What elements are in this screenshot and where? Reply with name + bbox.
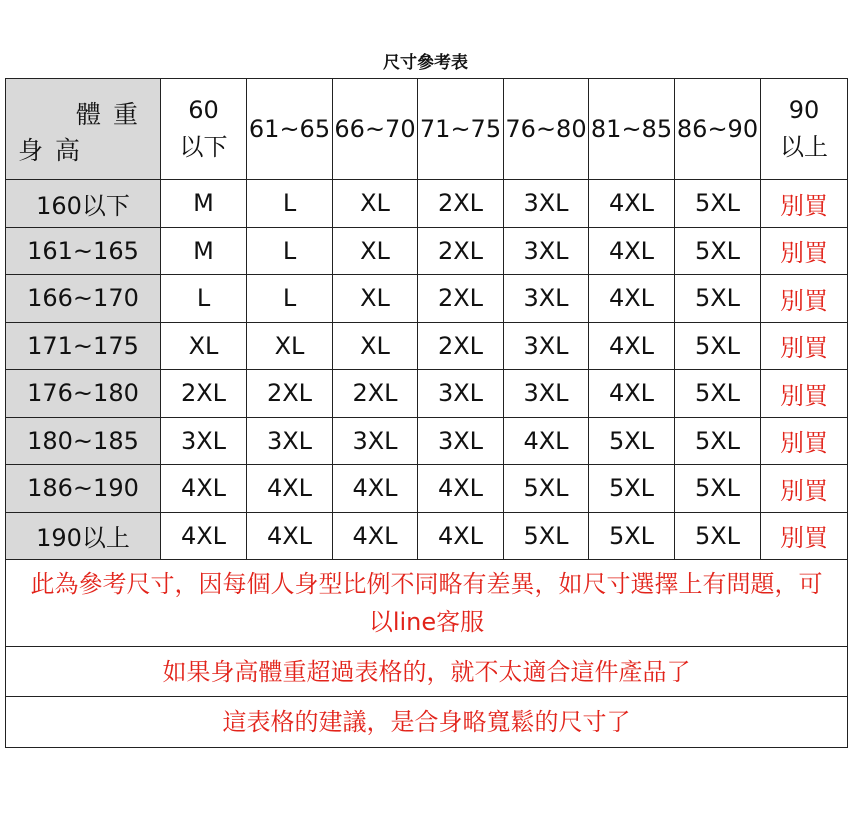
size-cell: 5XL: [675, 322, 761, 370]
do-not-buy-cell: 別買: [761, 275, 848, 323]
size-cell: L: [247, 227, 333, 275]
weight-range-label: 71~75: [419, 114, 502, 143]
size-cell: 3XL: [504, 370, 589, 418]
table-row: [6, 417, 848, 465]
size-cell: L: [161, 275, 247, 323]
weight-column-header: [675, 79, 761, 180]
size-cell: 5XL: [589, 417, 675, 465]
note-row: [6, 647, 848, 697]
size-cell: M: [161, 180, 247, 228]
size-cell: 4XL: [418, 465, 504, 513]
height-axis-label: 身高: [18, 136, 93, 165]
size-cell: 3XL: [504, 227, 589, 275]
size-cell: XL: [333, 227, 418, 275]
weight-column-header: [333, 79, 418, 180]
size-cell: 5XL: [675, 227, 761, 275]
weight-column-header: [504, 79, 589, 180]
size-cell: 5XL: [675, 180, 761, 228]
size-cell: 4XL: [418, 512, 504, 560]
height-range-cell: 176~180: [6, 370, 161, 418]
note-text: 此為參考尺寸，因每個人身型比例不同略有差異，如尺寸選擇上有問題，可以line客服: [6, 560, 848, 647]
weight-column-header: [161, 79, 247, 180]
size-cell: 4XL: [589, 275, 675, 323]
size-cell: 4XL: [589, 370, 675, 418]
table-row: [6, 180, 848, 228]
size-cell: 3XL: [247, 417, 333, 465]
weight-range-label: 90: [788, 96, 820, 124]
size-cell: 5XL: [589, 512, 675, 560]
size-cell: 2XL: [418, 180, 504, 228]
page-title: 尺寸參考表: [383, 53, 468, 73]
size-cell: 5XL: [675, 465, 761, 513]
size-cell: 3XL: [418, 370, 504, 418]
size-cell: 5XL: [589, 465, 675, 513]
weight-range-suffix: 以下: [179, 133, 228, 161]
table-row: [6, 370, 848, 418]
size-cell: 2XL: [161, 370, 247, 418]
do-not-buy-cell: 別買: [761, 180, 848, 228]
weight-range-label: 61~65: [248, 114, 331, 143]
table-row: [6, 275, 848, 323]
weight-range-label: 60: [188, 96, 219, 124]
size-chart-table: [5, 78, 848, 748]
table-row: [6, 465, 848, 513]
size-cell: M: [161, 227, 247, 275]
height-range-cell: 190以上: [6, 512, 161, 560]
weight-range-label: 81~85: [590, 114, 673, 143]
table-row: [6, 322, 848, 370]
height-range-cell: 171~175: [6, 322, 161, 370]
weight-range-label: 76~80: [505, 114, 587, 143]
size-cell: 2XL: [418, 275, 504, 323]
do-not-buy-cell: 別買: [761, 512, 848, 560]
size-cell: XL: [247, 322, 333, 370]
size-cell: 4XL: [589, 322, 675, 370]
height-range-cell: 166~170: [6, 275, 161, 323]
size-cell: 3XL: [504, 275, 589, 323]
note-text: 如果身高體重超過表格的，就不太適合這件產品了: [6, 647, 848, 697]
size-cell: 5XL: [675, 370, 761, 418]
note-row: [6, 560, 848, 647]
size-cell: 5XL: [504, 465, 589, 513]
size-cell: 3XL: [504, 180, 589, 228]
size-cell: 2XL: [418, 322, 504, 370]
weight-range-label: 86~90: [676, 114, 759, 143]
size-cell: 2XL: [333, 370, 418, 418]
do-not-buy-cell: 別買: [761, 227, 848, 275]
height-range-cell: 161~165: [6, 227, 161, 275]
size-cell: 4XL: [504, 417, 589, 465]
weight-column-header: [247, 79, 333, 180]
size-cell: XL: [333, 322, 418, 370]
size-cell: 5XL: [675, 512, 761, 560]
size-cell: 2XL: [247, 370, 333, 418]
size-cell: 5XL: [675, 275, 761, 323]
do-not-buy-cell: 別買: [761, 465, 848, 513]
do-not-buy-cell: 別買: [761, 322, 848, 370]
header-row: [6, 79, 848, 180]
size-cell: 2XL: [418, 227, 504, 275]
note-row: [6, 697, 848, 748]
size-cell: 3XL: [418, 417, 504, 465]
do-not-buy-cell: 別買: [761, 370, 848, 418]
corner-header-cell: [6, 79, 161, 180]
weight-range-label: 66~70: [334, 114, 416, 143]
size-cell: XL: [333, 180, 418, 228]
height-range-cell: 186~190: [6, 465, 161, 513]
size-cell: 3XL: [161, 417, 247, 465]
weight-column-header: [589, 79, 675, 180]
size-cell: 5XL: [675, 417, 761, 465]
weight-column-header: [418, 79, 504, 180]
size-cell: L: [247, 275, 333, 323]
size-cell: 4XL: [589, 227, 675, 275]
size-cell: 3XL: [504, 322, 589, 370]
size-cell: 3XL: [333, 417, 418, 465]
table-row: [6, 512, 848, 560]
size-cell: XL: [333, 275, 418, 323]
size-cell: XL: [161, 322, 247, 370]
note-text: 這表格的建議，是合身略寬鬆的尺寸了: [6, 697, 848, 748]
table-row: [6, 227, 848, 275]
size-cell: 4XL: [333, 512, 418, 560]
weight-axis-label: 體重: [75, 100, 150, 129]
size-cell: 4XL: [247, 512, 333, 560]
weight-column-header: [761, 79, 848, 180]
size-cell: 5XL: [504, 512, 589, 560]
height-range-cell: 160以下: [6, 180, 161, 228]
size-cell: L: [247, 180, 333, 228]
size-cell: 4XL: [161, 512, 247, 560]
weight-range-suffix: 以上: [780, 133, 828, 161]
do-not-buy-cell: 別買: [761, 417, 848, 465]
size-cell: 4XL: [589, 180, 675, 228]
size-cell: 4XL: [333, 465, 418, 513]
height-range-cell: 180~185: [6, 417, 161, 465]
size-cell: 4XL: [247, 465, 333, 513]
size-cell: 4XL: [161, 465, 247, 513]
